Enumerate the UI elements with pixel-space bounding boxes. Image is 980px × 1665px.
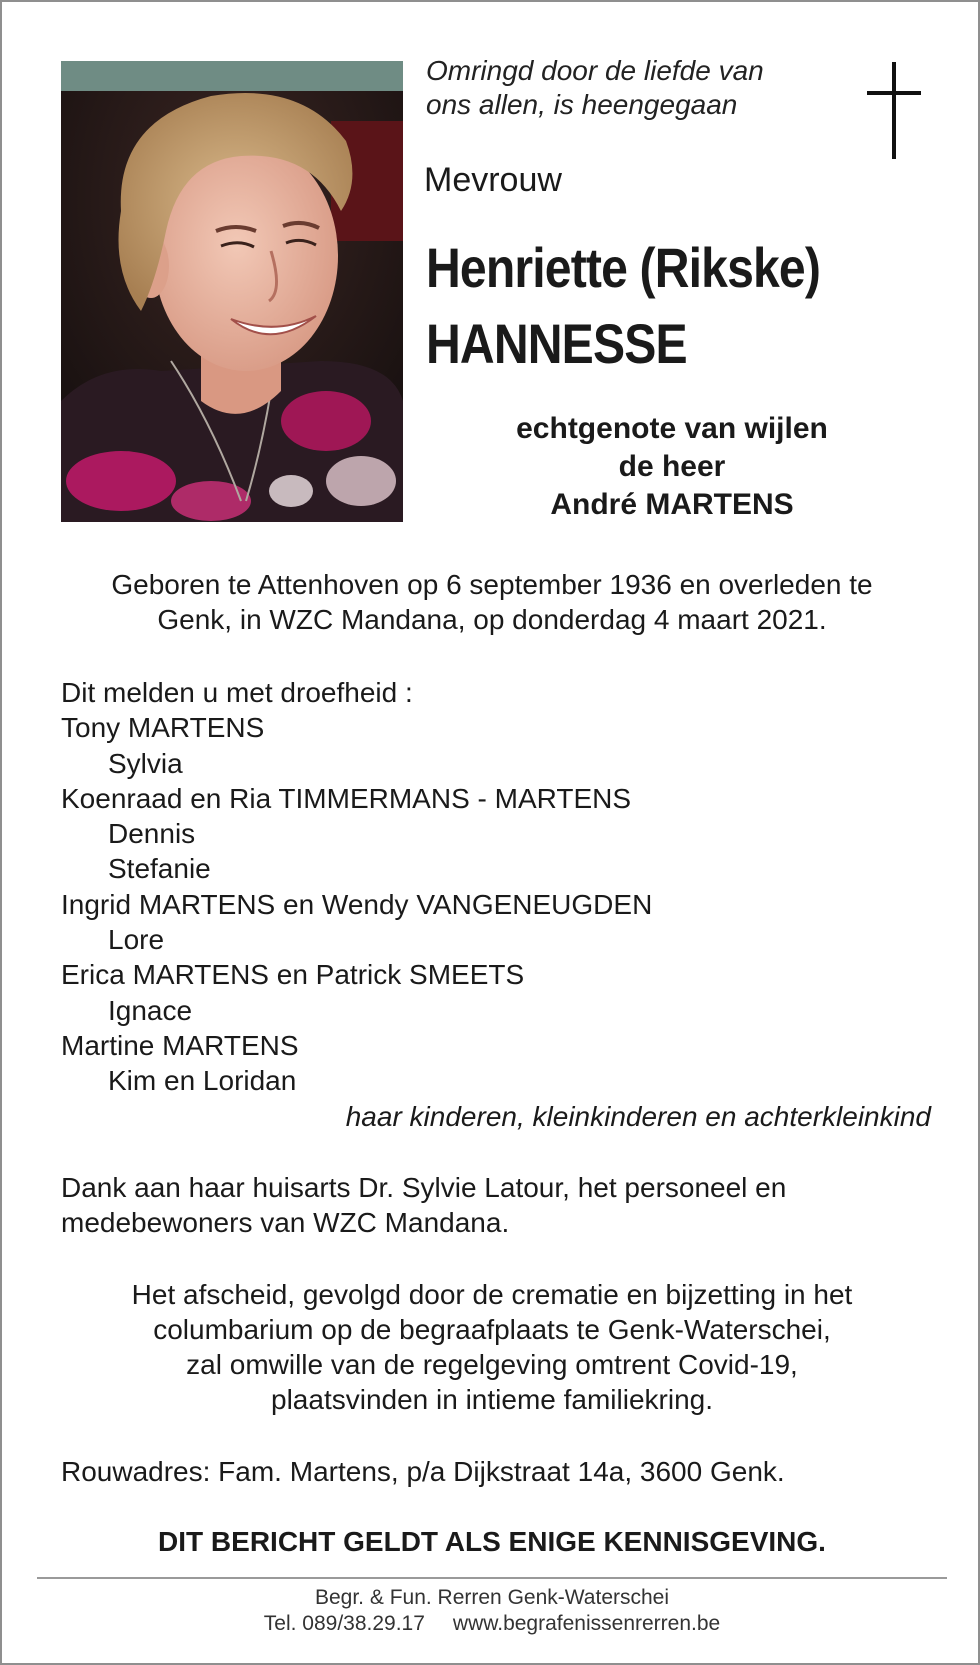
birth-death-line-1: Geboren te Attenhoven op 6 september 1936 en overleden te bbox=[111, 569, 873, 600]
family-member: Dennis bbox=[108, 818, 196, 850]
family-member: Erica MARTENS en Patrick SMEETS bbox=[61, 959, 525, 991]
ceremony-line-3: zal omwille van de regelgeving omtrent Covid-19, bbox=[186, 1349, 798, 1380]
family-member: Sylvia bbox=[108, 747, 183, 779]
family-member: Stefanie bbox=[108, 853, 211, 885]
deceased-name-line-2: HANNESSE bbox=[426, 312, 687, 375]
family-member: Martine MARTENS bbox=[61, 1029, 299, 1061]
address-text: Rouwadres: Fam. Martens, p/a Dijkstraat 14a, 3600 Genk. bbox=[61, 1456, 785, 1487]
title-label: Mevrouw bbox=[424, 161, 562, 199]
spouse-line-2: de heer bbox=[618, 450, 726, 483]
deceased-name-line-1: Henriette (Rikske) bbox=[426, 236, 821, 299]
family-member: Ignace bbox=[108, 994, 193, 1026]
footer-phone: Tel. 089/38.29.17 bbox=[263, 1612, 425, 1635]
intro-line-1: Omringd door de liefde van bbox=[426, 55, 764, 86]
birth-death-line-2: Genk, in WZC Mandana, op donderdag 4 maart 2021. bbox=[157, 604, 827, 635]
birth-death-info bbox=[42, 567, 942, 637]
family-member: Koenraad en Ria TIMMERMANS - MARTENS bbox=[61, 782, 632, 814]
footer-website[interactable]: www.begrafenissenrerren.be bbox=[452, 1612, 721, 1635]
family-signature: haar kinderen, kleinkinderen en achterkleinkind bbox=[345, 1100, 931, 1132]
family-member: Lore bbox=[108, 924, 165, 956]
family-list bbox=[61, 675, 931, 1134]
family-member: Tony MARTENS bbox=[61, 712, 265, 744]
notice-text: DIT BERICHT GELDT ALS ENIGE KENNISGEVING. bbox=[158, 1526, 826, 1557]
cross-icon bbox=[864, 62, 924, 162]
intro-text bbox=[426, 54, 826, 122]
spouse-line-3: André MARTENS bbox=[550, 488, 794, 521]
portrait-photo bbox=[61, 61, 403, 522]
spouse-line-1: echtgenote van wijlen bbox=[516, 412, 828, 445]
thanks-line-1: Dank aan haar huisarts Dr. Sylvie Latour, het personeel en bbox=[61, 1172, 787, 1203]
spouse-info bbox=[422, 410, 922, 524]
footer-contact bbox=[42, 1611, 942, 1637]
family-member: Kim en Loridan bbox=[108, 1065, 297, 1097]
ceremony-line-4: plaatsvinden in intieme familiekring. bbox=[271, 1384, 713, 1415]
ceremony-line-1: Het afscheid, gevolgd door de crematie en bijzetting in het bbox=[131, 1279, 853, 1310]
thanks-text bbox=[61, 1170, 941, 1240]
thanks-line-2: medebewoners van WZC Mandana. bbox=[61, 1207, 510, 1238]
funeral-company: Begr. & Fun. Rerren Genk-Waterschei bbox=[314, 1586, 670, 1609]
footer bbox=[42, 1585, 942, 1637]
family-heading: Dit melden u met droefheid : bbox=[61, 677, 413, 708]
family-member: Ingrid MARTENS en Wendy VANGENEUGDEN bbox=[61, 888, 653, 920]
deceased-name bbox=[426, 230, 820, 382]
ceremony-text bbox=[42, 1277, 942, 1417]
intro-line-2: ons allen, is heengegaan bbox=[426, 89, 738, 120]
ceremony-line-2: columbarium op de begraafplaats te Genk-Waterschei, bbox=[153, 1314, 831, 1345]
footer-divider bbox=[37, 1577, 947, 1579]
